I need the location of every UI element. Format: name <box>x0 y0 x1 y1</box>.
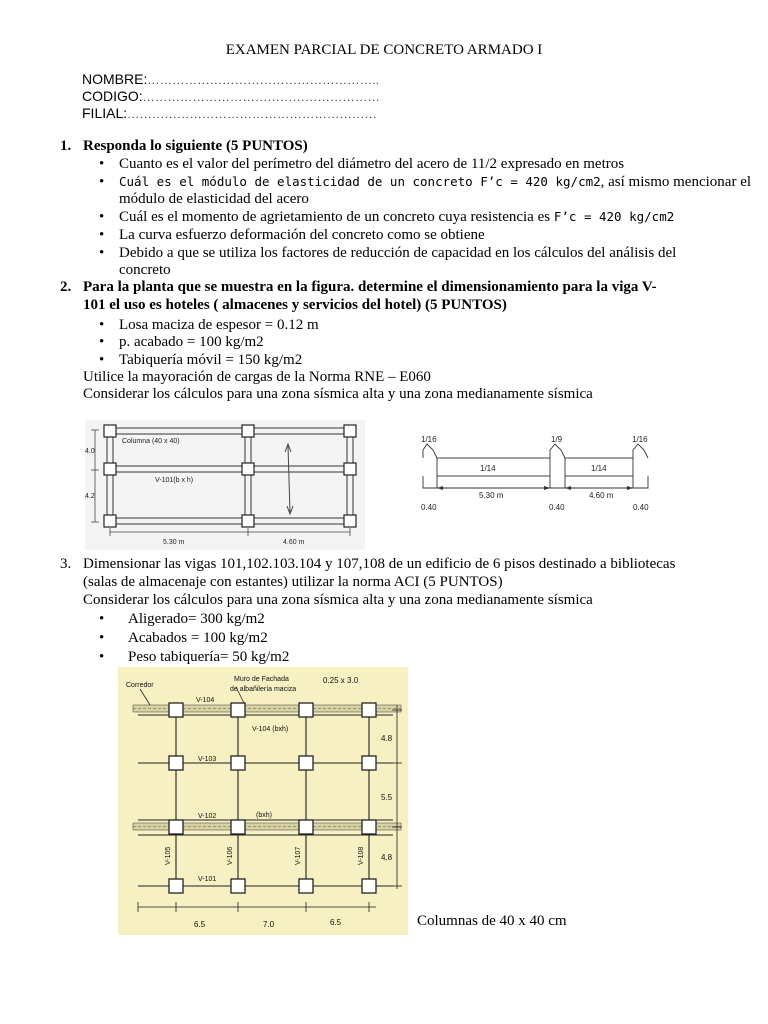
beam-span-2: 4.60 m <box>589 491 614 500</box>
bullet: • <box>99 227 105 243</box>
filial-field <box>82 105 377 122</box>
label-v102: V-102 <box>198 813 217 820</box>
bullet: • <box>99 611 105 627</box>
q1-item-3 <box>119 209 674 226</box>
q1-item-3-a: Cuál es el momento de agrietamiento de un concreto cuya resistencia es <box>119 209 554 225</box>
q1-heading: Responda lo siguiente (5 PUNTOS) <box>83 138 308 154</box>
nombre-dots: ……………………………………………….. <box>147 73 380 87</box>
label-v104: V-104 <box>196 697 215 704</box>
columns-note: Columnas de 40 x 40 cm <box>417 913 567 929</box>
q2-item-1: Losa maciza de espesor = 0.12 m <box>119 317 319 333</box>
label-muro-dim: 0.25 x 3.0 <box>323 676 359 685</box>
q3-number: 3. <box>60 556 72 572</box>
bullet: • <box>99 630 105 646</box>
q3-line-3: Considerar los cálculos para una zona sísmica alta y una zona medianamente sísmica <box>83 592 593 608</box>
bullet: • <box>99 352 105 368</box>
q2-number: 2. <box>60 279 72 295</box>
codigo-dots: ………………………………………………… <box>142 90 381 104</box>
label-v101: V-101 <box>198 876 217 883</box>
label-muro-2: de albañilería maciza <box>230 686 297 693</box>
q1-item-2 <box>119 174 751 191</box>
q1-item-2-b: , así mismo mencionar el <box>600 174 752 190</box>
bullet: • <box>99 649 105 665</box>
beam-coef-4: 1/14 <box>480 464 496 473</box>
q2-floor-plan <box>85 420 365 550</box>
label-v108: V-108 <box>358 846 365 865</box>
q2-item-3: Tabiquería móvil = 150 kg/m2 <box>119 352 303 368</box>
q2-item-2: p. acabado = 100 kg/m2 <box>119 334 264 350</box>
bullet: • <box>99 156 105 172</box>
label-bxh: (bxh) <box>256 812 272 819</box>
plan-dim-bottom-1: 5.30 m <box>163 539 185 546</box>
q1-item-4: La curva esfuerzo deformación del concreto como se obtiene <box>119 227 485 243</box>
plan-dim-left-top: 4.0 <box>85 448 95 455</box>
filial-label: FILIAL: <box>82 105 128 121</box>
bullet: • <box>99 334 105 350</box>
dim-right-3: 4.8 <box>381 853 393 862</box>
label-v104-bxh: V-104 (bxh) <box>252 726 289 733</box>
q1-item-1: Cuanto es el valor del perímetro del diámetro del acero de 11/2 expresado en metros <box>119 156 625 172</box>
q3-item-3: Peso tabiquería= 50 kg/m2 <box>128 649 290 665</box>
dim-bottom-1: 6.5 <box>194 920 206 929</box>
plan-beam-label: V-101(b x h) <box>155 477 194 484</box>
q3-floor-plan <box>118 667 408 935</box>
beam-coef-3: 1/16 <box>632 435 648 444</box>
q1-item-5: Debido a que se utiliza los factores de reducción de capacidad en los cálculos del análisis del <box>119 245 677 261</box>
label-v107: V-107 <box>295 846 302 865</box>
q1-item-2-a: Cuál es el módulo de elasticidad de un concreto F’c = 420 kg/cm2 <box>119 174 601 189</box>
bullet: • <box>99 174 105 190</box>
label-corredor: Corredor <box>126 682 154 689</box>
beam-support-2: 0.40 <box>549 503 565 512</box>
beam-support-3: 0.40 <box>633 503 649 512</box>
q3-item-1: Aligerado= 300 kg/m2 <box>128 611 265 627</box>
label-v103: V-103 <box>198 756 217 763</box>
bullet: • <box>99 317 105 333</box>
dim-bottom-2: 7.0 <box>263 920 275 929</box>
q2-heading-2: 101 el uso es hoteles ( almacenes y servicios del hotel) (5 PUNTOS) <box>83 297 507 313</box>
q1-item-5-cont: concreto <box>119 262 171 278</box>
nombre-field <box>82 71 379 88</box>
q2-beam-diagram <box>415 430 665 515</box>
plan-dim-bottom-2: 4.60 m <box>283 539 305 546</box>
beam-coef-1: 1/16 <box>421 435 437 444</box>
label-v105: V-105 <box>165 846 172 865</box>
q3-line-1: Dimensionar las vigas 101,102.103.104 y 107,108 de un edificio de 6 pisos destinado a bibliotecas <box>83 556 676 572</box>
q2-paragraph-1: Utilice la mayoración de cargas de la Norma RNE – E060 <box>83 369 431 385</box>
q3-item-2: Acabados = 100 kg/m2 <box>128 630 268 646</box>
q1-item-2-cont: módulo de elasticidad del acero <box>119 191 309 207</box>
label-muro-1: Muro de Fachada <box>234 676 289 683</box>
dim-right-2: 5.5 <box>381 793 393 802</box>
codigo-field <box>82 88 380 105</box>
bullet: • <box>99 209 105 225</box>
exam-title: EXAMEN PARCIAL DE CONCRETO ARMADO I <box>225 42 543 58</box>
dim-right-1: 4.8 <box>381 734 393 743</box>
bullet: • <box>99 245 105 261</box>
nombre-label: NOMBRE: <box>82 71 148 87</box>
q3-line-2: (salas de almacenaje con estantes) utilizar la norma ACI (5 PUNTOS) <box>83 574 503 590</box>
codigo-label: CODIGO: <box>82 88 143 104</box>
q2-heading-1: Para la planta que se muestra en la figura. determine el dimensionamiento para la viga V- <box>83 279 657 295</box>
q2-paragraph-2: Considerar los cálculos para una zona sísmica alta y una zona medianamente sísmica <box>83 386 593 402</box>
plan-dim-left-bottom: 4.2 <box>85 493 95 500</box>
q1-item-3-b: F’c = 420 kg/cm2 <box>553 209 675 224</box>
beam-coef-2: 1/9 <box>551 435 563 444</box>
q1-number: 1. <box>60 138 72 154</box>
beam-span-1: 5.30 m <box>479 491 504 500</box>
filial-dots: …………………………………………………… <box>127 107 378 121</box>
dim-bottom-3: 6.5 <box>330 918 342 927</box>
plan-column-label: Columna (40 x 40) <box>122 438 180 445</box>
beam-support-1: 0.40 <box>421 503 437 512</box>
label-v106: V-106 <box>227 846 234 865</box>
beam-coef-5: 1/14 <box>591 464 607 473</box>
